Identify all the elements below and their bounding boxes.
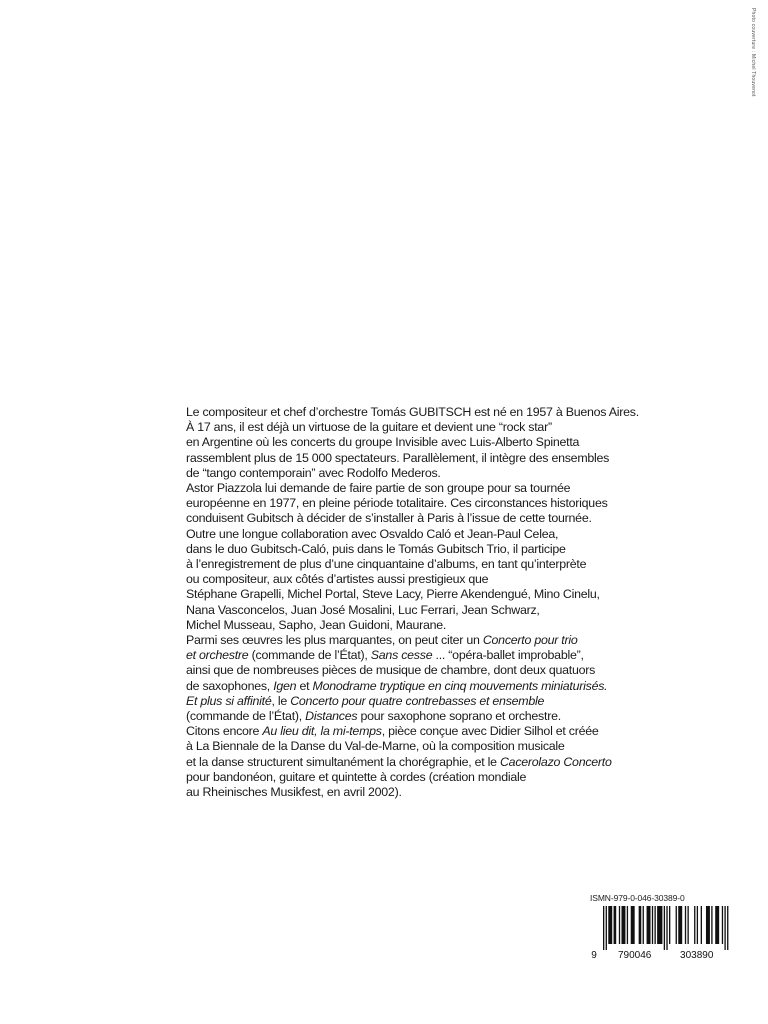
bio-text: et la danse structurent simultanément la chorégraphie, et le — [186, 754, 500, 769]
bio-line — [186, 542, 656, 557]
bio-text: européenne en 1977, en pleine période totalitaire. Ces circonstances historiques — [186, 496, 608, 511]
barcode-digits: 790046 — [617, 950, 652, 961]
bio-text: (commande de l’État), — [186, 709, 306, 724]
bio-line — [186, 511, 656, 526]
barcode-bar — [724, 906, 725, 950]
barcode-bar — [701, 906, 702, 944]
bio-line — [186, 648, 656, 663]
bio-line — [186, 557, 656, 572]
barcode-bar — [608, 906, 612, 944]
bio-italic-title: et orchestre — [186, 648, 249, 663]
bio-line — [186, 451, 656, 466]
barcode-bar — [654, 906, 655, 944]
bio-line — [186, 694, 656, 709]
bio-line — [186, 755, 656, 770]
barcode-bar — [627, 906, 628, 944]
barcode-bar — [619, 906, 620, 944]
bio-line — [186, 618, 656, 633]
barcode-bar — [697, 906, 698, 944]
bio-line — [186, 420, 656, 435]
bio-line — [186, 770, 656, 785]
bio-text: en Argentine où les concerts du groupe Invisible avec Luis-Alberto Spinetta — [186, 435, 580, 450]
bio-text: ... “opéra-ballet improbable”, — [432, 648, 584, 663]
bio-line — [186, 587, 656, 602]
bio-text: de “tango contemporain” avec Rodolfo Mederos. — [186, 465, 441, 480]
bio-text: pour bandonéon, guitare et quintette à cordes (création mondiale — [186, 769, 527, 784]
bio-line — [186, 603, 656, 618]
barcode — [590, 906, 740, 961]
barcode-bar — [614, 906, 617, 944]
barcode-bar — [647, 906, 651, 944]
biography-text — [186, 405, 656, 800]
barcode-bar — [669, 906, 670, 944]
barcode-bar — [676, 906, 677, 944]
bio-line — [186, 633, 656, 648]
bio-italic-title: Concerto pour quatre contrebasses et ensemble — [290, 693, 545, 708]
ismn-number: ISMN-979-0-046-30389-0 — [590, 893, 685, 903]
bio-text: conduisent Gubitsch à décider de s’installer à Paris à l’issue de cette tournée. — [186, 511, 592, 526]
bio-italic-title: Distances — [305, 709, 358, 724]
bio-text: Nana Vasconcelos, Juan José Mosalini, Luc Ferrari, Jean Schwarz, — [186, 602, 540, 617]
bio-italic-title: Concerto pour trio — [482, 633, 578, 648]
bio-text: , pièce conçue avec Didier Silhol et créée — [381, 724, 599, 739]
barcode-bar — [606, 906, 607, 950]
bio-line — [186, 496, 656, 511]
bio-text: au Rheinisches Musikfest, en avril 2002). — [186, 785, 402, 800]
bio-line — [186, 663, 656, 678]
barcode-bar — [722, 906, 723, 944]
bio-text: Parmi ses œuvres les plus marquantes, on peut citer un — [186, 633, 483, 648]
photo-credit: Photo couverture : Michel Thouvenot — [750, 8, 756, 97]
barcode-bar — [715, 906, 719, 944]
barcode-bar — [711, 906, 712, 944]
bio-text: ainsi que de nombreuses pièces de musique de chambre, dont deux quatuors — [186, 663, 596, 678]
barcode-bar — [666, 906, 667, 950]
bio-text: dans le duo Gubitsch-Caló, puis dans le Tomás Gubitsch Trio, il participe — [186, 541, 566, 556]
bio-text: rassemblent plus de 15 000 spectateurs. Parallèlement, il intègre des ensembles — [186, 450, 610, 465]
bio-line — [186, 679, 656, 694]
bio-italic-title: Cacerolazo Concerto — [499, 754, 612, 769]
bio-line — [186, 435, 656, 450]
bio-text: Le compositeur et chef d’orchestre Tomás GUBITSCH est né en 1957 à Buenos Aires. — [186, 405, 639, 419]
bio-italic-title: Monodrame tryptique en cinq mouvements miniaturisés. — [312, 678, 608, 693]
bio-line — [186, 739, 656, 754]
barcode-digits: 303890 — [680, 950, 714, 961]
barcode-bar — [685, 906, 686, 944]
bio-text: à l’enregistrement de plus d’une cinquantaine d’albums, en tant qu’interprète — [186, 557, 587, 572]
bio-line — [186, 527, 656, 542]
bio-text: Stéphane Grapelli, Michel Portal, Steve Lacy, Pierre Akendengué, Mino Cinelu, — [186, 587, 600, 602]
barcode-bar — [652, 906, 653, 944]
barcode-bar — [727, 906, 728, 950]
barcode-bar — [678, 906, 682, 944]
barcode-bar — [639, 906, 642, 944]
bio-line — [186, 785, 656, 800]
barcode-digits: 9 — [591, 950, 597, 961]
bio-line — [186, 466, 656, 481]
bio-italic-title: Et plus si affinité — [186, 693, 272, 708]
bio-line — [186, 709, 656, 724]
bio-text: ou compositeur, aux côtés d’artistes aussi prestigieux que — [186, 572, 489, 587]
bio-line — [186, 572, 656, 587]
bio-italic-title: Sans cesse — [370, 648, 433, 663]
barcode-bar — [657, 906, 662, 944]
bio-text: de saxophones, — [186, 678, 274, 693]
bio-text: à La Biennale de la Danse du Val-de-Marne, où la composition musicale — [186, 739, 565, 754]
bio-text: Astor Piazzola lui demande de faire partie de son groupe pour sa tournée — [186, 481, 571, 496]
barcode-bar — [603, 906, 604, 950]
bio-line — [186, 481, 656, 496]
bio-italic-title: Igen — [273, 678, 297, 693]
barcode-bar — [621, 906, 625, 944]
barcode-bar — [631, 906, 635, 944]
barcode-bar — [694, 906, 695, 944]
bio-text: Outre une longue collaboration avec Osvaldo Caló et Jean-Paul Celea, — [186, 526, 559, 541]
bio-text: et — [296, 678, 313, 693]
bio-text: pour saxophone soprano et orchestre. — [357, 709, 561, 724]
bio-line — [186, 724, 656, 739]
bio-text: À 17 ans, il est déjà un virtuose de la guitare et devient une “rock star” — [186, 420, 552, 435]
bio-text: (commande de l’État), — [248, 648, 371, 663]
bio-text: Citons encore — [186, 724, 263, 739]
bio-text: , le — [271, 693, 291, 708]
bio-italic-title: Au lieu dit, la mi-temps — [262, 724, 382, 739]
bio-line — [186, 405, 656, 420]
barcode-bar — [706, 906, 710, 944]
bio-text: Michel Musseau, Sapho, Jean Guidoni, Maurane. — [186, 617, 447, 632]
barcode-bar — [664, 906, 665, 950]
barcode-bar — [643, 906, 644, 944]
barcode-bar — [687, 906, 688, 944]
